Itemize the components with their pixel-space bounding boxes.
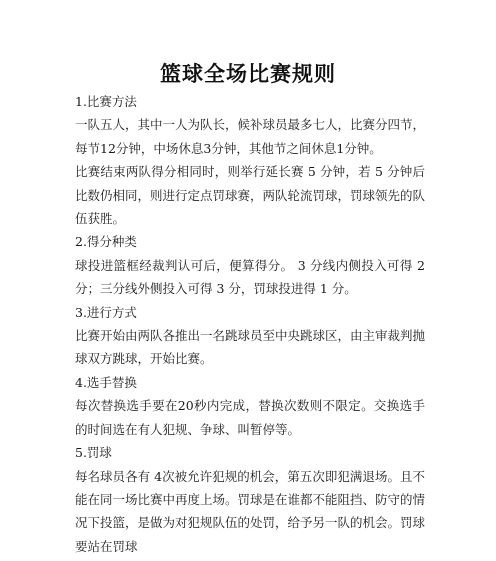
document-title: 篮球全场比赛规则 — [160, 62, 336, 86]
section-heading-method: 1.比赛方法 — [75, 94, 137, 109]
document-body — [75, 90, 425, 558]
paragraph-substitution: 每次替换选手要在20秒内完成，替换次数则不限定。交换选手的时间选在有人犯规、争球、叫暂停等。 — [75, 398, 425, 437]
section-heading-free-throw: 5.罚球 — [75, 445, 112, 461]
paragraph-procedure: 比赛开始由两队各推出一名跳球员至中央跳球区，由主审裁判抛球双方跳球，开始比赛。 — [75, 328, 426, 367]
section-heading-substitution: 4.选手替换 — [75, 374, 137, 390]
paragraph-overtime: 比赛结束两队得分相同时，则举行延长赛 5 分钟，若 5 分钟后比数仍相同，则进行定点罚球赛，两队轮流罚球，罚球领先的队伍获胜。 — [75, 164, 426, 227]
paragraph-free-throw: 每名球员各有 4次被允许犯规的机会，第五次即犯满退场。且不能在同一场比赛中再度上场。罚球是在谁都不能阻挡、防守的情况下投篮，是做为对犯规队伍的处罚，给予另一队的机会。罚球要站在罚球 — [75, 468, 426, 554]
section-heading-procedure: 3.进行方式 — [75, 304, 137, 320]
section-heading-scoring: 2.得分种类 — [75, 234, 137, 250]
paragraph-scoring: 球投进篮框经裁判认可后，便算得分。 3 分线内侧投入可得 2 分；三分线外侧投入可得 3 分，罚球投进得 1 分。 — [75, 257, 425, 297]
paragraph-team-composition: 一队五人，其中一人为队长，候补球员最多七人，比赛分四节，每节12分钟，中场休息3分钟，其他节之间休息1分钟。 — [75, 117, 426, 156]
